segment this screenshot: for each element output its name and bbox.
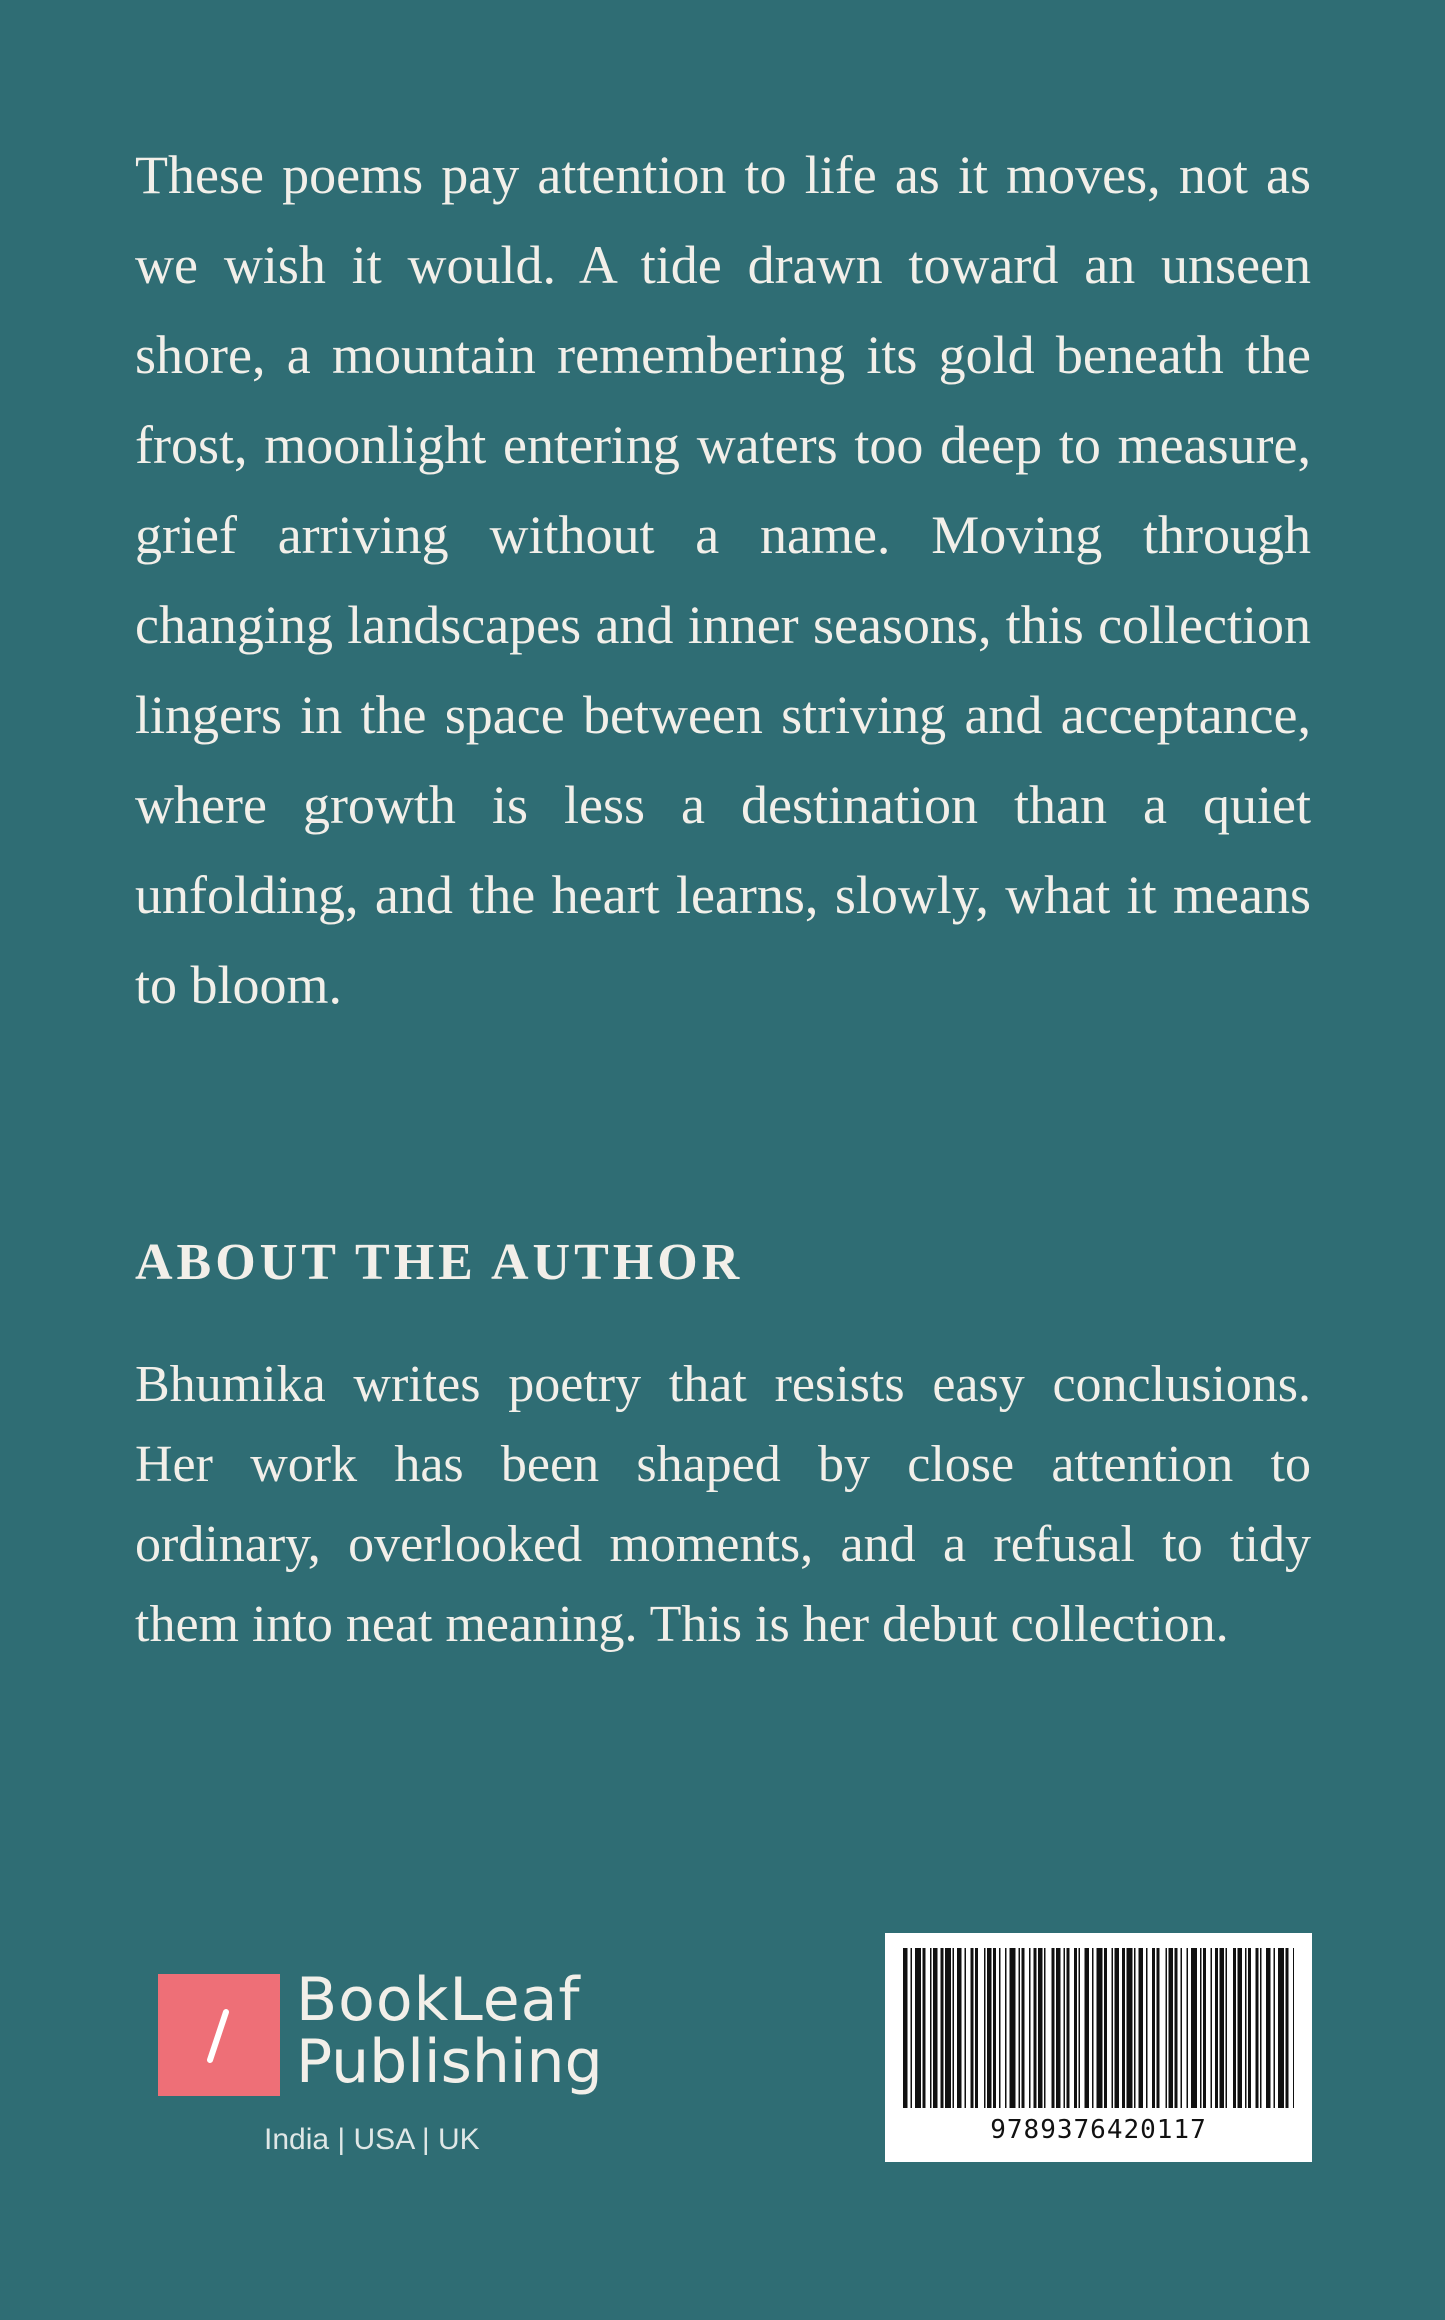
barcode-bar [984, 1948, 986, 2108]
barcode-bar [1187, 1948, 1189, 2108]
barcode-bar [1092, 1948, 1094, 2108]
barcode-bar [1029, 1948, 1031, 2108]
barcode-bar [1115, 1948, 1120, 2108]
barcode-bar [965, 1948, 967, 2108]
back-cover-blurb: These poems pay attention to life as it moves, not as we wish it would. A tide drawn toward an unseen shore, a mountain remembering its gold beneath the frost, moonlight entering waters too deep to measure, grief arriving without a name. Moving through changing landscapes and inner seasons, this collection lingers in the space between striving and acceptance, where growth is less a destination than a quiet unfolding, and the heart learns, slowly, what it means to bloom. [135, 145, 1311, 1015]
barcode-bar [1245, 1948, 1247, 2108]
barcode-bar [1191, 1948, 1197, 2108]
barcode-bar [1127, 1948, 1133, 2108]
barcode-bar [1056, 1948, 1061, 2108]
barcode-bar [975, 1948, 978, 2108]
slash-icon [158, 1974, 280, 2096]
barcode-bar [945, 1948, 951, 2108]
barcode-bar [999, 1948, 1001, 2108]
barcode-bar [1203, 1948, 1206, 2108]
barcode-bar [1175, 1948, 1178, 2108]
barcode-bar [923, 1948, 926, 2108]
barcode-bar [933, 1948, 938, 2108]
barcode-bar [957, 1948, 962, 2108]
barcode-bar [1215, 1948, 1218, 2108]
barcode-bar [1022, 1948, 1025, 2108]
barcode-bar [1085, 1948, 1090, 2108]
barcode-bar [1010, 1948, 1016, 2108]
barcode-bar [1200, 1948, 1202, 2108]
isbn-number: 9789376420117 [990, 2115, 1207, 2145]
barcode-bar [987, 1948, 992, 2108]
barcode-bar [930, 1948, 932, 2108]
barcode-bar [1286, 1948, 1289, 2108]
barcode-bar [1226, 1948, 1228, 2108]
publisher-name-line1: BookLeaf [296, 1965, 581, 2035]
barcode-bar [1256, 1948, 1259, 2108]
barcode-bar [1112, 1948, 1114, 2108]
barcode-bar [903, 1948, 908, 2108]
barcode-bar [1052, 1948, 1055, 2108]
barcode-bar [1238, 1948, 1243, 2108]
barcode-bar [1169, 1948, 1174, 2108]
barcode-bar [1122, 1948, 1125, 2108]
barcode-bar [993, 1948, 996, 2108]
barcode-bar [1064, 1948, 1066, 2108]
barcode-bar [911, 1948, 913, 2108]
barcode-bar [1079, 1948, 1081, 2108]
barcode-bar [1005, 1948, 1007, 2108]
barcode-bar [1157, 1948, 1160, 2108]
author-bio: Bhumika writes poetry that resists easy conclusions. Her work has been shaped by close attention to ordinary, overlooked moments, and a refusal to tidy them into neat meaning. This is her debut collection. [135, 1356, 1311, 1653]
barcode-bar [1134, 1948, 1136, 2108]
barcode-bar [1233, 1948, 1236, 2108]
barcode-bar [1278, 1948, 1284, 2108]
barcode-bar [1139, 1948, 1144, 2108]
about-author-heading: ABOUT THE AUTHOR [135, 1234, 744, 1291]
barcode-bar [1274, 1948, 1276, 2108]
barcode-bar [1248, 1948, 1251, 2108]
barcode-bar [941, 1948, 944, 2108]
barcode-bar [953, 1948, 955, 2108]
barcode-bar [1019, 1948, 1021, 2108]
barcode-bar [1104, 1948, 1107, 2108]
barcode-bar [1044, 1948, 1046, 2108]
barcode-bar [1220, 1948, 1225, 2108]
barcode-bar [1260, 1948, 1262, 2108]
isbn-barcode [885, 1933, 1312, 2162]
barcode-bar [1266, 1948, 1271, 2108]
barcode-bar [1211, 1948, 1213, 2108]
barcode-bar [1038, 1948, 1043, 2108]
publisher-logo [158, 1965, 618, 2170]
barcode-bar [1166, 1948, 1168, 2108]
publisher-regions: India | USA | UK [264, 2123, 480, 2156]
publisher-name-line2: Publishing [296, 2027, 603, 2097]
barcode-bar [1067, 1948, 1070, 2108]
barcode-bar [1146, 1948, 1148, 2108]
barcode-bar [971, 1948, 974, 2108]
barcode-bar [1293, 1948, 1294, 2108]
barcode-bar [1074, 1948, 1077, 2108]
barcode-bar [915, 1948, 921, 2108]
barcode-bar [1097, 1948, 1103, 2108]
barcode-bar [1181, 1948, 1183, 2108]
barcode-bar [1152, 1948, 1155, 2108]
barcode-bar [1034, 1948, 1037, 2108]
